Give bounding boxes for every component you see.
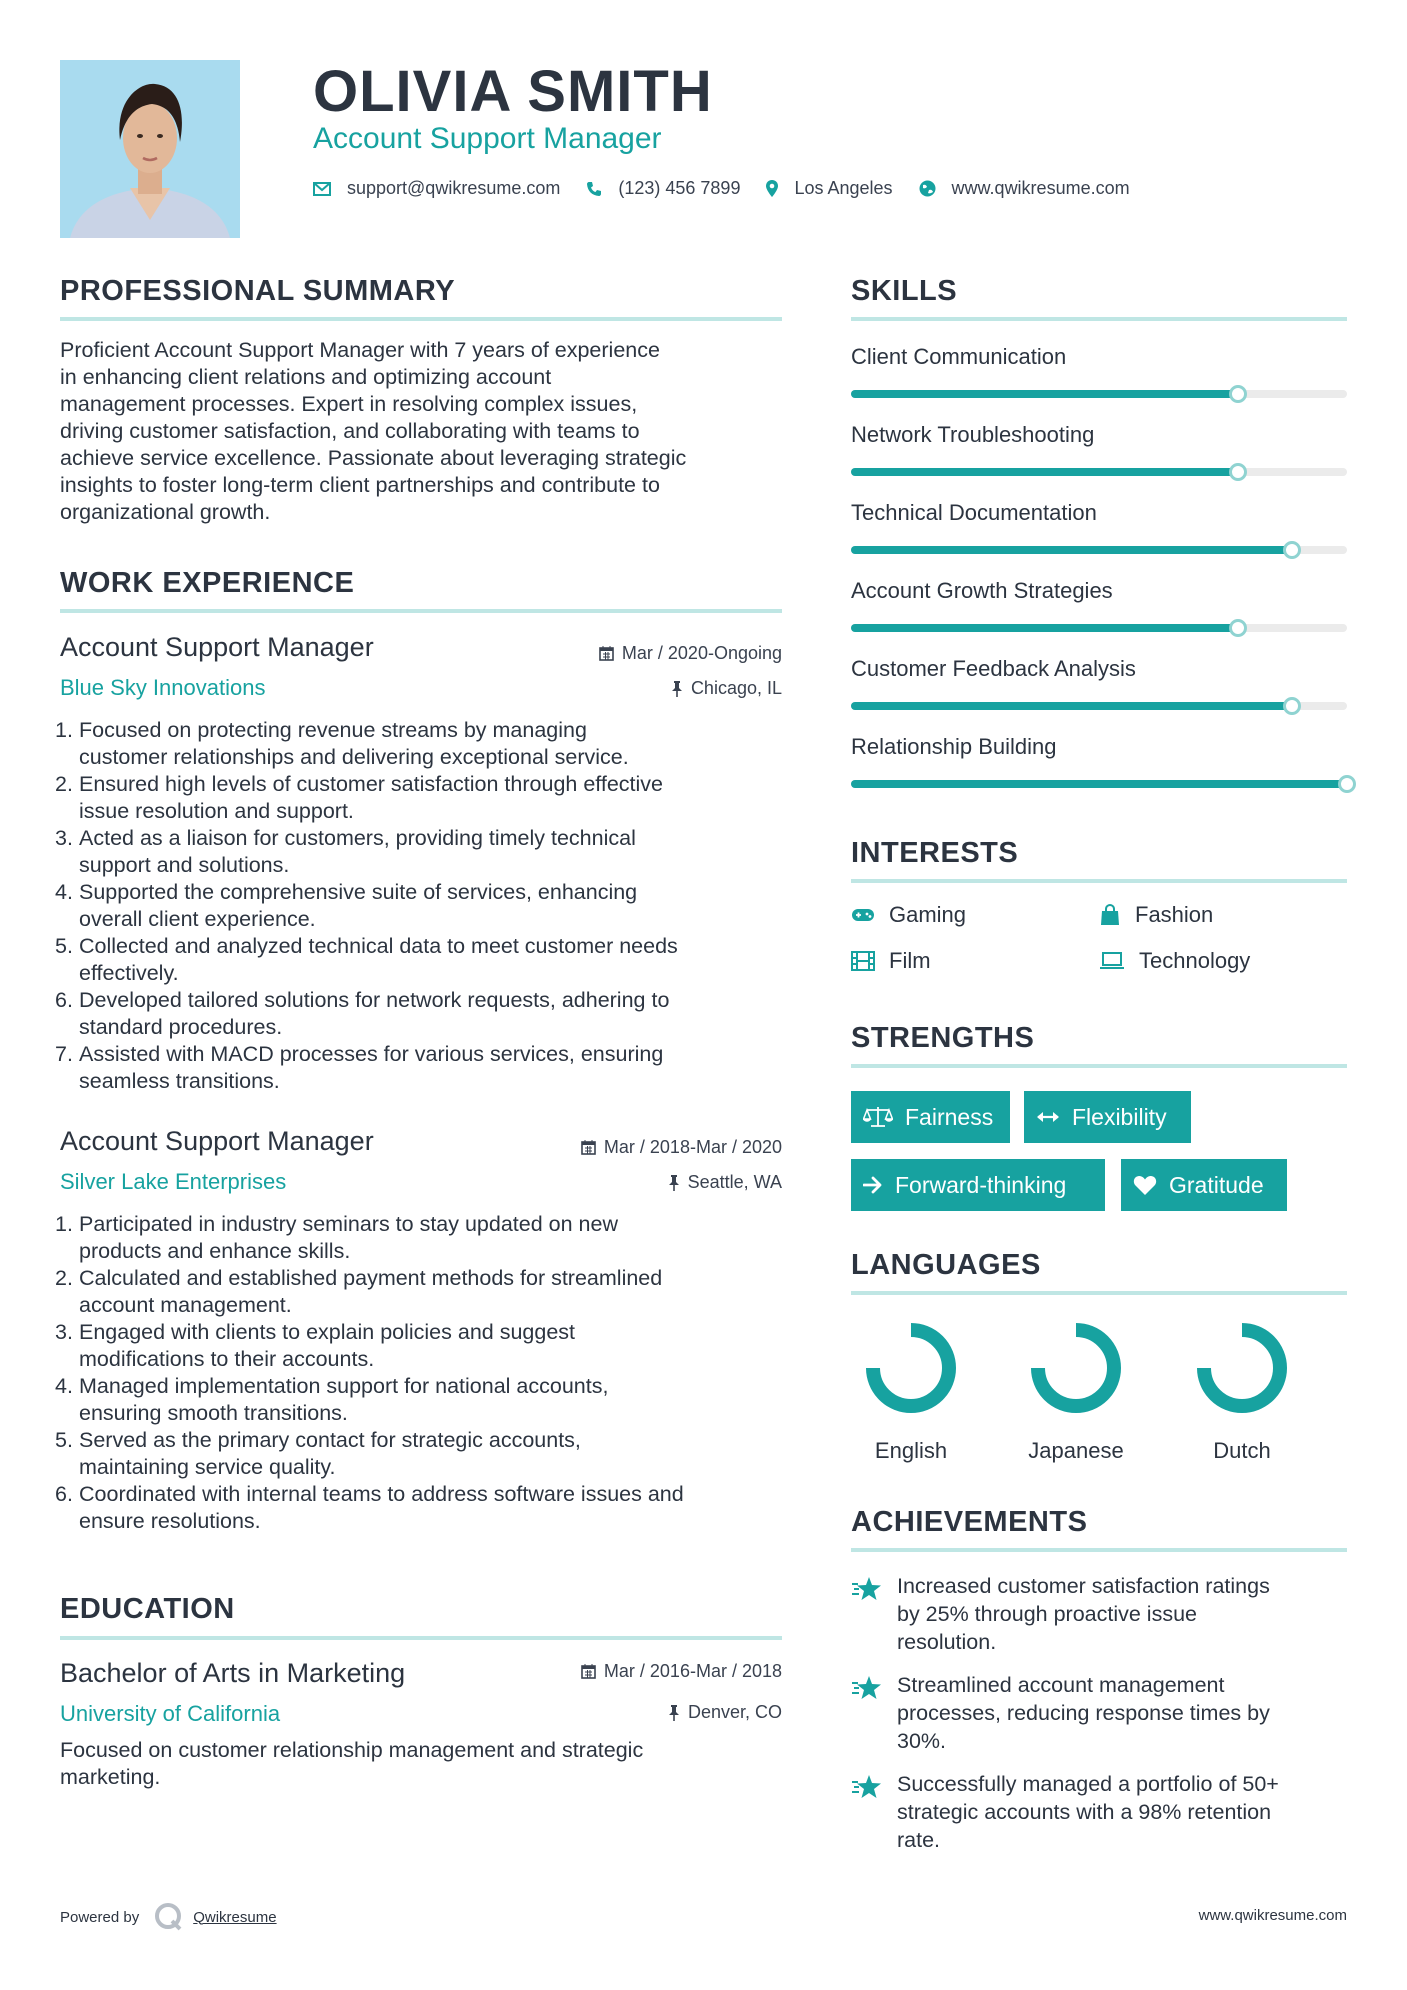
summary-line: Proficient Account Support Manager with 7 years of experience	[60, 338, 660, 362]
heart-icon	[1133, 1175, 1157, 1196]
pushpin-icon	[668, 1705, 680, 1721]
achievement-item: Successfully managed a portfolio of 50+ strategic accounts with a 98% retention rate.	[851, 1770, 1351, 1854]
summary-line: organizational growth.	[60, 500, 271, 524]
interest-item	[1099, 902, 1213, 928]
summary-heading: PROFESSIONAL SUMMARY	[60, 275, 456, 307]
footer-powered-by	[60, 1902, 277, 1932]
star-award-icon	[851, 1576, 883, 1602]
job-title: Account Support Manager	[60, 1126, 374, 1156]
profile-photo	[60, 60, 240, 238]
skill-name: Client Communication	[851, 344, 1067, 369]
language-arc	[1038, 1330, 1114, 1406]
summary-line: management processes. Expert in resolving complex issues,	[60, 392, 638, 416]
location-text: Los Angeles	[794, 178, 893, 198]
star-award-icon	[851, 1774, 883, 1800]
education-dates	[581, 1661, 782, 1682]
summary-line: achieve service excellence. Passionate about leveraging strategic	[60, 446, 687, 470]
candidate-role: Account Support Manager	[313, 122, 662, 155]
strengths-divider	[851, 1064, 1347, 1068]
education-line: Focused on customer relationship management and strategic	[60, 1738, 644, 1762]
list-item: 2 . Calculated and established payment methods for streamlined account management.	[55, 1265, 795, 1319]
contact-website[interactable]	[919, 178, 1130, 199]
calendar-icon	[581, 1664, 596, 1679]
star-award-icon	[851, 1675, 883, 1701]
job-duties	[55, 1211, 795, 1535]
skill-knob	[1283, 541, 1301, 559]
interest-label: Film	[889, 948, 931, 973]
email-text: support@qwikresume.com	[347, 178, 561, 198]
experience-divider	[60, 609, 782, 613]
summary-line: driving customer satisfaction, and collaborating with teams to	[60, 419, 640, 443]
list-item: 4 . Managed implementation support for national accounts, ensuring smooth transitions.	[55, 1373, 795, 1427]
skill-fill	[851, 390, 1238, 398]
skill-bar	[851, 468, 1347, 476]
job-location	[668, 1172, 782, 1193]
language-name: Japanese	[1028, 1438, 1124, 1463]
job-dates	[581, 1137, 782, 1158]
calendar-icon	[599, 646, 614, 661]
company-name: Silver Lake Enterprises	[60, 1169, 287, 1194]
education-dates-text: Mar / 2016-Mar / 2018	[603, 1661, 782, 1681]
arrow-right-icon	[863, 1176, 883, 1194]
film-icon	[851, 951, 875, 971]
shopping-bag-icon	[1099, 904, 1121, 926]
interest-label: Gaming	[889, 902, 967, 927]
skill-bar	[851, 780, 1347, 788]
strength-badge	[1121, 1159, 1287, 1211]
phone-icon	[586, 181, 602, 197]
language-arc	[873, 1330, 949, 1406]
skill-fill	[851, 624, 1238, 632]
skill-bar	[851, 390, 1347, 398]
education-divider	[60, 1636, 782, 1640]
contact-location	[766, 178, 892, 199]
footer-url[interactable]: www.qwikresume.com	[1198, 1907, 1347, 1924]
strength-badge	[851, 1091, 1010, 1143]
contact-bar	[313, 178, 1156, 199]
list-item: 7 . Assisted with MACD processes for various services, ensuring seamless transitions.	[55, 1041, 795, 1095]
contact-phone[interactable]	[586, 178, 740, 199]
skill-fill	[851, 546, 1292, 554]
language-item	[1182, 1320, 1302, 1464]
strength-badge	[1024, 1091, 1191, 1143]
achievements-divider	[851, 1548, 1347, 1552]
calendar-icon	[581, 1140, 596, 1155]
degree-title: Bachelor of Arts in Marketing	[60, 1658, 406, 1688]
skill-bar	[851, 702, 1347, 710]
strength-label: Forward-thinking	[895, 1171, 1067, 1198]
candidate-name: OLIVIA SMITH	[313, 59, 713, 124]
contact-email[interactable]	[313, 178, 560, 199]
list-item: 1 . Focused on protecting revenue streams by managing customer relationships and delivering exceptional service.	[55, 717, 795, 771]
school-name: University of California	[60, 1701, 281, 1726]
skill-name: Customer Feedback Analysis	[851, 656, 1136, 681]
skills-heading: SKILLS	[851, 275, 958, 307]
list-item: 3 . Engaged with clients to explain policies and suggest modifications to their accounts.	[55, 1319, 795, 1373]
skill-fill	[851, 702, 1292, 710]
interest-item	[851, 948, 931, 974]
languages-heading: LANGUAGES	[851, 1249, 1041, 1281]
skill-knob	[1229, 463, 1247, 481]
interest-label: Fashion	[1135, 902, 1214, 927]
skill-knob	[1229, 619, 1247, 637]
job-dates-text: Mar / 2020-Ongoing	[621, 643, 782, 663]
strength-label: Gratitude	[1169, 1171, 1264, 1198]
skill-bar	[851, 624, 1347, 632]
strength-badge	[851, 1159, 1105, 1211]
summary-text	[60, 337, 790, 526]
strength-label: Flexibility	[1072, 1103, 1167, 1130]
skill-name: Relationship Building	[851, 734, 1057, 759]
map-marker-icon	[766, 180, 778, 197]
list-item: 4 . Supported the comprehensive suite of services, enhancing overall client experience.	[55, 879, 795, 933]
list-item: 1 . Participated in industry seminars to stay updated on new products and enhance skills.	[55, 1211, 795, 1265]
powered-by-label: Powered by	[60, 1908, 140, 1926]
education-description	[60, 1737, 790, 1791]
summary-line: insights to foster long-term client partnerships and contribute to	[60, 473, 660, 497]
interest-item	[851, 902, 966, 928]
phone-text: (123) 456 7899	[618, 178, 741, 198]
summary-line: in enhancing client relations and optimizing account	[60, 365, 552, 389]
languages-divider	[851, 1291, 1347, 1295]
pushpin-icon	[671, 681, 683, 697]
skill-knob	[1283, 697, 1301, 715]
job-title: Account Support Manager	[60, 632, 374, 662]
education-heading: EDUCATION	[60, 1593, 235, 1625]
achievement-item: Streamlined account management processes, reducing response times by 30%.	[851, 1671, 1351, 1755]
language-gauge	[1028, 1320, 1124, 1416]
job-location-text: Chicago, IL	[690, 678, 782, 698]
skill-knob	[1229, 385, 1247, 403]
summary-divider	[60, 317, 782, 321]
envelope-icon	[313, 182, 331, 196]
education-location-text: Denver, CO	[687, 1702, 782, 1722]
list-item: 2 . Ensured high levels of customer satisfaction through effective issue resolution and support.	[55, 771, 795, 825]
language-item	[851, 1320, 971, 1464]
website-text: www.qwikresume.com	[951, 178, 1130, 198]
skill-name: Account Growth Strategies	[851, 578, 1113, 603]
skills-divider	[851, 317, 1347, 321]
interest-item	[1099, 948, 1250, 974]
achievements-heading: ACHIEVEMENTS	[851, 1506, 1088, 1538]
skill-bar	[851, 546, 1347, 554]
globe-icon	[919, 180, 936, 197]
job-dates-text: Mar / 2018-Mar / 2020	[603, 1137, 782, 1157]
qwikresume-link[interactable]: Qwikresume	[193, 1908, 277, 1926]
strengths-heading: STRENGTHS	[851, 1022, 1035, 1054]
education-location	[668, 1702, 782, 1723]
qwikresume-logo-icon	[153, 1902, 185, 1932]
list-item: 5 . Collected and analyzed technical data to meet customer needs effectively.	[55, 933, 795, 987]
pushpin-icon	[668, 1175, 680, 1191]
language-name: English	[874, 1438, 948, 1463]
language-gauge	[863, 1320, 959, 1416]
skill-name: Network Troubleshooting	[851, 422, 1095, 447]
strength-label: Fairness	[905, 1103, 994, 1130]
job-location	[671, 678, 782, 699]
language-item	[1016, 1320, 1136, 1464]
skill-name: Technical Documentation	[851, 500, 1097, 525]
interests-heading: INTERESTS	[851, 837, 1019, 869]
arrows-horizontal-icon	[1036, 1110, 1060, 1124]
achievement-item: Increased customer satisfaction ratings by 25% through proactive issue resolution.	[851, 1572, 1351, 1656]
language-gauge	[1194, 1320, 1290, 1416]
interest-label: Technology	[1139, 948, 1251, 973]
list-item: 6 . Coordinated with internal teams to address software issues and ensure resolutions.	[55, 1481, 795, 1535]
job-dates	[599, 643, 782, 664]
company-name: Blue Sky Innovations	[60, 675, 266, 700]
skill-fill	[851, 468, 1238, 476]
interests-divider	[851, 879, 1347, 883]
language-arc	[1204, 1330, 1280, 1406]
education-line: marketing.	[60, 1765, 161, 1789]
skill-fill	[851, 780, 1347, 788]
balance-scale-icon	[863, 1106, 893, 1128]
job-location-text: Seattle, WA	[687, 1172, 782, 1192]
list-item: 6 . Developed tailored solutions for network requests, adhering to standard procedures.	[55, 987, 795, 1041]
language-name: Dutch	[1213, 1438, 1271, 1463]
job-duties	[55, 717, 795, 1095]
skill-knob	[1338, 775, 1356, 793]
list-item: 3 . Acted as a liaison for customers, providing timely technical support and solutions.	[55, 825, 795, 879]
list-item: 5 . Served as the primary contact for strategic accounts, maintaining service quality.	[55, 1427, 795, 1481]
experience-heading: WORK EXPERIENCE	[60, 567, 355, 599]
laptop-icon	[1099, 952, 1125, 970]
gamepad-icon	[851, 907, 875, 923]
